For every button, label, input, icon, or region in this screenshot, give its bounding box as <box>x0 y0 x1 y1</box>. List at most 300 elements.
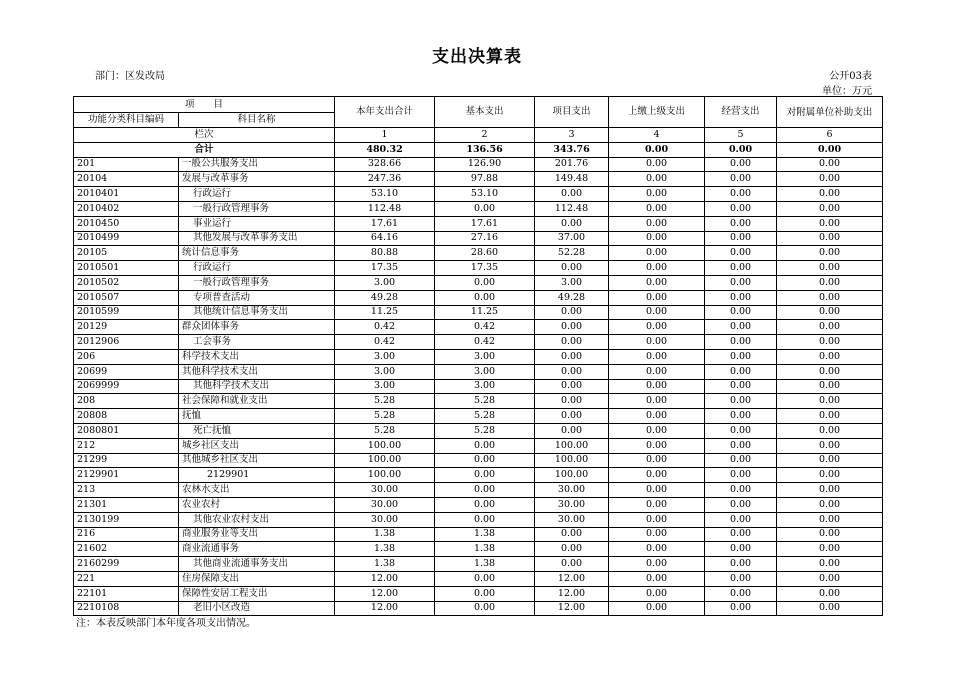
value-cell: 52.28 <box>535 246 609 261</box>
func-code-cell: 213 <box>74 483 179 498</box>
value-cell: 0.00 <box>705 216 777 231</box>
subject-name-cell: 老旧小区改造 <box>179 601 335 616</box>
value-cell: 0.00 <box>609 290 705 305</box>
value-cell: 0.42 <box>435 335 535 350</box>
value-cell: 0.00 <box>705 409 777 424</box>
value-cell: 0.00 <box>777 187 883 202</box>
value-cell: 0.00 <box>609 423 705 438</box>
subject-name-cell: 专项普查活动 <box>179 290 335 305</box>
value-cell: 0.00 <box>609 497 705 512</box>
subject-name-cell: 一般公共服务支出 <box>179 157 335 172</box>
value-cell: 1.38 <box>335 542 435 557</box>
col-num: 4 <box>609 128 705 143</box>
value-cell: 0.00 <box>435 290 535 305</box>
value-cell: 0.00 <box>777 335 883 350</box>
value-cell: 0.00 <box>777 409 883 424</box>
page-title: 支出决算表 <box>432 47 522 67</box>
value-cell: 30.00 <box>335 512 435 527</box>
subject-name-cell: 统计信息事务 <box>179 246 335 261</box>
table-row <box>74 586 883 601</box>
value-cell: 0.00 <box>609 305 705 320</box>
func-code-cell: 2010401 <box>74 187 179 202</box>
value-cell: 3.00 <box>435 379 535 394</box>
table-row <box>74 468 883 483</box>
header-subsidy: 对附属单位补助支出 <box>777 97 883 128</box>
header-subject-name: 科目名称 <box>179 113 335 128</box>
table-row <box>74 557 883 572</box>
table-row <box>74 261 883 276</box>
value-cell: 100.00 <box>535 438 609 453</box>
value-cell: 0.00 <box>535 187 609 202</box>
value-cell: 0.00 <box>609 172 705 187</box>
table-row <box>74 216 883 231</box>
value-cell: 0.00 <box>535 305 609 320</box>
value-cell: 0.00 <box>705 586 777 601</box>
func-code-cell: 221 <box>74 571 179 586</box>
func-code-cell: 22101 <box>74 586 179 601</box>
func-code-cell: 2129901 <box>74 468 179 483</box>
value-cell: 0.00 <box>705 349 777 364</box>
value-cell: 3.00 <box>435 364 535 379</box>
value-cell: 3.00 <box>435 349 535 364</box>
subject-name-cell: 其他科学技术支出 <box>179 364 335 379</box>
subject-name-cell: 死亡抚恤 <box>179 423 335 438</box>
table-row <box>74 157 883 172</box>
column-number-row <box>74 128 883 143</box>
value-cell: 0.00 <box>777 349 883 364</box>
value-cell: 0.00 <box>609 349 705 364</box>
subject-name-cell: 保障性安居工程支出 <box>179 586 335 601</box>
value-cell: 0.00 <box>705 394 777 409</box>
value-cell: 0.00 <box>777 216 883 231</box>
subject-name-cell: 其他农业农村支出 <box>179 512 335 527</box>
value-cell: 53.10 <box>435 187 535 202</box>
value-cell: 0.00 <box>777 231 883 246</box>
value-cell: 5.28 <box>435 409 535 424</box>
value-cell: 0.00 <box>609 512 705 527</box>
value-cell: 0.00 <box>609 468 705 483</box>
value-cell: 0.00 <box>777 157 883 172</box>
func-code-cell: 2010507 <box>74 290 179 305</box>
table-row <box>74 335 883 350</box>
func-code-cell: 20129 <box>74 320 179 335</box>
table-row <box>74 172 883 187</box>
value-cell: 0.00 <box>777 201 883 216</box>
value-cell: 100.00 <box>335 468 435 483</box>
value-cell: 0.00 <box>609 320 705 335</box>
table-row <box>74 483 883 498</box>
subject-name-cell: 发展与改革事务 <box>179 172 335 187</box>
func-code-cell: 2010450 <box>74 216 179 231</box>
value-cell: 0.00 <box>609 542 705 557</box>
value-cell: 0.00 <box>777 527 883 542</box>
total-label: 合计 <box>74 142 335 157</box>
value-cell: 1.38 <box>335 527 435 542</box>
value-cell: 0.00 <box>535 335 609 350</box>
subject-name-cell: 其他城乡社区支出 <box>179 453 335 468</box>
table-row <box>74 527 883 542</box>
value-cell: 0.00 <box>535 379 609 394</box>
header-total: 本年支出合计 <box>335 97 435 128</box>
value-cell: 0.00 <box>535 349 609 364</box>
table-row <box>74 231 883 246</box>
header-func-code: 功能分类科目编码 <box>74 113 179 128</box>
header-business: 经营支出 <box>705 97 777 128</box>
value-cell: 5.28 <box>435 423 535 438</box>
func-code-cell: 2069999 <box>74 379 179 394</box>
table-row <box>74 187 883 202</box>
value-cell: 0.00 <box>777 542 883 557</box>
value-cell: 0.00 <box>777 438 883 453</box>
value-cell: 0.00 <box>777 468 883 483</box>
value-cell: 1.38 <box>335 557 435 572</box>
header-project-expense: 项目支出 <box>535 97 609 128</box>
value-cell: 27.16 <box>435 231 535 246</box>
value-cell: 0.00 <box>435 586 535 601</box>
value-cell: 100.00 <box>535 468 609 483</box>
func-code-cell: 2130199 <box>74 512 179 527</box>
value-cell: 30.00 <box>335 497 435 512</box>
func-code-cell: 2010599 <box>74 305 179 320</box>
value-cell: 0.00 <box>535 423 609 438</box>
value-cell: 0.00 <box>777 261 883 276</box>
value-cell: 0.00 <box>535 261 609 276</box>
header-row <box>74 97 883 113</box>
table-row <box>74 571 883 586</box>
subject-name-cell: 城乡社区支出 <box>179 438 335 453</box>
subject-name-cell: 工会事务 <box>179 335 335 350</box>
value-cell: 0.00 <box>705 305 777 320</box>
value-cell: 3.00 <box>335 275 435 290</box>
func-code-cell: 201 <box>74 157 179 172</box>
value-cell: 0.00 <box>705 364 777 379</box>
value-cell: 0.00 <box>609 527 705 542</box>
value-cell: 0.00 <box>705 290 777 305</box>
value-cell: 0.00 <box>609 571 705 586</box>
value-cell: 100.00 <box>335 453 435 468</box>
subject-name-cell: 商业服务业等支出 <box>179 527 335 542</box>
value-cell: 64.16 <box>335 231 435 246</box>
value-cell: 0.42 <box>335 335 435 350</box>
value-cell: 1.38 <box>435 542 535 557</box>
value-cell: 0.00 <box>705 601 777 616</box>
subject-name-cell: 其他科学技术支出 <box>179 379 335 394</box>
table-row <box>74 379 883 394</box>
value-cell: 0.00 <box>609 187 705 202</box>
value-cell: 0.42 <box>435 320 535 335</box>
subject-name-cell: 科学技术支出 <box>179 349 335 364</box>
value-cell: 0.00 <box>435 468 535 483</box>
total-value: 343.76 <box>535 142 609 157</box>
value-cell: 12.00 <box>335 601 435 616</box>
value-cell: 28.60 <box>435 246 535 261</box>
subject-name-cell: 其他发展与改革事务支出 <box>179 231 335 246</box>
value-cell: 30.00 <box>535 497 609 512</box>
value-cell: 12.00 <box>535 601 609 616</box>
value-cell: 0.00 <box>609 231 705 246</box>
func-code-cell: 2010402 <box>74 201 179 216</box>
value-cell: 0.00 <box>435 497 535 512</box>
value-cell: 0.00 <box>705 512 777 527</box>
value-cell: 0.00 <box>609 201 705 216</box>
value-cell: 0.00 <box>705 275 777 290</box>
value-cell: 0.00 <box>609 394 705 409</box>
value-cell: 0.00 <box>777 423 883 438</box>
func-code-cell: 2010499 <box>74 231 179 246</box>
value-cell: 0.00 <box>609 261 705 276</box>
table-row <box>74 364 883 379</box>
value-cell: 0.00 <box>609 335 705 350</box>
subject-name-cell: 其他商业流通事务支出 <box>179 557 335 572</box>
subject-name-cell: 抚恤 <box>179 409 335 424</box>
value-cell: 0.00 <box>609 586 705 601</box>
col-num: 2 <box>435 128 535 143</box>
table-row <box>74 409 883 424</box>
table-row <box>74 305 883 320</box>
value-cell: 80.88 <box>335 246 435 261</box>
value-cell: 0.00 <box>705 246 777 261</box>
value-cell: 0.00 <box>609 379 705 394</box>
value-cell: 112.48 <box>335 201 435 216</box>
value-cell: 17.61 <box>435 216 535 231</box>
value-cell: 3.00 <box>335 379 435 394</box>
header-project: 项 目 <box>74 97 335 113</box>
value-cell: 0.00 <box>705 172 777 187</box>
value-cell: 97.88 <box>435 172 535 187</box>
col-num: 6 <box>777 128 883 143</box>
total-value: 136.56 <box>435 142 535 157</box>
value-cell: 0.00 <box>435 453 535 468</box>
value-cell: 247.36 <box>335 172 435 187</box>
value-cell: 0.00 <box>535 557 609 572</box>
value-cell: 0.00 <box>705 438 777 453</box>
value-cell: 0.00 <box>609 453 705 468</box>
table-row <box>74 201 883 216</box>
subject-name-cell: 群众团体事务 <box>179 320 335 335</box>
func-code-cell: 20699 <box>74 364 179 379</box>
lanci-label: 栏次 <box>74 128 335 143</box>
value-cell: 0.00 <box>705 423 777 438</box>
value-cell: 0.00 <box>777 246 883 261</box>
func-code-cell: 20105 <box>74 246 179 261</box>
total-row <box>74 142 883 157</box>
table-row <box>74 497 883 512</box>
value-cell: 0.00 <box>777 320 883 335</box>
value-cell: 0.00 <box>535 320 609 335</box>
value-cell: 0.00 <box>777 305 883 320</box>
func-code-cell: 2012906 <box>74 335 179 350</box>
total-value: 0.00 <box>705 142 777 157</box>
value-cell: 0.00 <box>609 483 705 498</box>
value-cell: 0.00 <box>705 201 777 216</box>
value-cell: 0.00 <box>777 483 883 498</box>
subject-name-cell: 农林水支出 <box>179 483 335 498</box>
value-cell: 0.00 <box>705 571 777 586</box>
value-cell: 126.90 <box>435 157 535 172</box>
col-num: 3 <box>535 128 609 143</box>
value-cell: 0.00 <box>435 201 535 216</box>
table-row <box>74 512 883 527</box>
value-cell: 0.00 <box>609 601 705 616</box>
value-cell: 5.28 <box>335 423 435 438</box>
value-cell: 0.00 <box>535 542 609 557</box>
value-cell: 12.00 <box>335 586 435 601</box>
value-cell: 30.00 <box>535 483 609 498</box>
value-cell: 12.00 <box>535 586 609 601</box>
value-cell: 112.48 <box>535 201 609 216</box>
func-code-cell: 2010501 <box>74 261 179 276</box>
value-cell: 3.00 <box>535 275 609 290</box>
value-cell: 0.00 <box>705 527 777 542</box>
value-cell: 0.00 <box>435 483 535 498</box>
value-cell: 0.00 <box>777 571 883 586</box>
value-cell: 0.00 <box>705 157 777 172</box>
table-row <box>74 394 883 409</box>
value-cell: 0.00 <box>535 364 609 379</box>
value-cell: 3.00 <box>335 349 435 364</box>
subject-name-cell: 事业运行 <box>179 216 335 231</box>
value-cell: 0.00 <box>609 157 705 172</box>
value-cell: 100.00 <box>535 453 609 468</box>
subject-name-cell: 商业流通事务 <box>179 542 335 557</box>
value-cell: 11.25 <box>335 305 435 320</box>
value-cell: 0.00 <box>705 231 777 246</box>
func-code-cell: 20808 <box>74 409 179 424</box>
subject-name-cell: 住房保障支出 <box>179 571 335 586</box>
value-cell: 1.38 <box>435 527 535 542</box>
func-code-cell: 2010502 <box>74 275 179 290</box>
value-cell: 0.00 <box>535 527 609 542</box>
value-cell: 0.00 <box>777 275 883 290</box>
value-cell: 0.00 <box>535 394 609 409</box>
table-row <box>74 542 883 557</box>
func-code-cell: 2160299 <box>74 557 179 572</box>
func-code-cell: 208 <box>74 394 179 409</box>
value-cell: 30.00 <box>335 483 435 498</box>
department-label: 部门：区发改局 <box>95 71 165 82</box>
value-cell: 0.00 <box>777 172 883 187</box>
table-number: 公开03表 <box>829 71 872 82</box>
func-code-cell: 20104 <box>74 172 179 187</box>
value-cell: 0.00 <box>705 187 777 202</box>
value-cell: 0.00 <box>435 438 535 453</box>
total-value: 480.32 <box>335 142 435 157</box>
value-cell: 17.35 <box>335 261 435 276</box>
table-row <box>74 290 883 305</box>
value-cell: 0.00 <box>609 275 705 290</box>
func-code-cell: 216 <box>74 527 179 542</box>
value-cell: 3.00 <box>335 364 435 379</box>
header-basic: 基本支出 <box>435 97 535 128</box>
value-cell: 0.00 <box>705 320 777 335</box>
col-num: 5 <box>705 128 777 143</box>
value-cell: 328.66 <box>335 157 435 172</box>
value-cell: 0.00 <box>435 512 535 527</box>
value-cell: 0.00 <box>705 453 777 468</box>
table-row <box>74 320 883 335</box>
value-cell: 12.00 <box>535 571 609 586</box>
value-cell: 201.76 <box>535 157 609 172</box>
footnote: 注：本表反映部门本年度各项支出情况。 <box>76 618 256 629</box>
value-cell: 17.35 <box>435 261 535 276</box>
subject-name-cell: 行政运行 <box>179 261 335 276</box>
value-cell: 0.00 <box>705 497 777 512</box>
func-code-cell: 2080801 <box>74 423 179 438</box>
value-cell: 149.48 <box>535 172 609 187</box>
value-cell: 0.00 <box>609 216 705 231</box>
value-cell: 0.00 <box>705 483 777 498</box>
value-cell: 0.00 <box>777 379 883 394</box>
value-cell: 1.38 <box>435 557 535 572</box>
table-row <box>74 453 883 468</box>
value-cell: 0.00 <box>609 409 705 424</box>
value-cell: 0.42 <box>335 320 435 335</box>
subject-name-cell: 农业农村 <box>179 497 335 512</box>
total-value: 0.00 <box>777 142 883 157</box>
value-cell: 0.00 <box>777 601 883 616</box>
subject-name-cell: 一般行政管理事务 <box>179 275 335 290</box>
value-cell: 53.10 <box>335 187 435 202</box>
func-code-cell: 21602 <box>74 542 179 557</box>
value-cell: 0.00 <box>705 542 777 557</box>
table-row <box>74 275 883 290</box>
value-cell: 0.00 <box>777 364 883 379</box>
value-cell: 0.00 <box>705 468 777 483</box>
value-cell: 0.00 <box>777 512 883 527</box>
total-value: 0.00 <box>609 142 705 157</box>
subject-name-cell: 2129901 <box>179 468 335 483</box>
subject-name-cell: 社会保障和就业支出 <box>179 394 335 409</box>
table-row <box>74 349 883 364</box>
value-cell: 0.00 <box>535 409 609 424</box>
expenditure-table <box>73 96 883 616</box>
header-remit: 上缴上级支出 <box>609 97 705 128</box>
value-cell: 49.28 <box>535 290 609 305</box>
value-cell: 0.00 <box>435 275 535 290</box>
value-cell: 0.00 <box>705 557 777 572</box>
unit-label: 单位：万元 <box>822 86 872 97</box>
value-cell: 0.00 <box>435 571 535 586</box>
value-cell: 0.00 <box>609 557 705 572</box>
value-cell: 5.28 <box>435 394 535 409</box>
value-cell: 0.00 <box>777 453 883 468</box>
value-cell: 100.00 <box>335 438 435 453</box>
value-cell: 0.00 <box>777 290 883 305</box>
subject-name-cell: 其他统计信息事务支出 <box>179 305 335 320</box>
value-cell: 0.00 <box>609 246 705 261</box>
value-cell: 0.00 <box>705 261 777 276</box>
table-row <box>74 246 883 261</box>
value-cell: 30.00 <box>535 512 609 527</box>
value-cell: 0.00 <box>535 216 609 231</box>
table-row <box>74 423 883 438</box>
value-cell: 12.00 <box>335 571 435 586</box>
subject-name-cell: 一般行政管理事务 <box>179 201 335 216</box>
value-cell: 5.28 <box>335 409 435 424</box>
value-cell: 0.00 <box>609 438 705 453</box>
value-cell: 0.00 <box>777 586 883 601</box>
value-cell: 0.00 <box>777 394 883 409</box>
table-row <box>74 438 883 453</box>
value-cell: 0.00 <box>705 379 777 394</box>
col-num: 1 <box>335 128 435 143</box>
value-cell: 17.61 <box>335 216 435 231</box>
func-code-cell: 21301 <box>74 497 179 512</box>
value-cell: 5.28 <box>335 394 435 409</box>
value-cell: 0.00 <box>609 364 705 379</box>
func-code-cell: 21299 <box>74 453 179 468</box>
func-code-cell: 212 <box>74 438 179 453</box>
